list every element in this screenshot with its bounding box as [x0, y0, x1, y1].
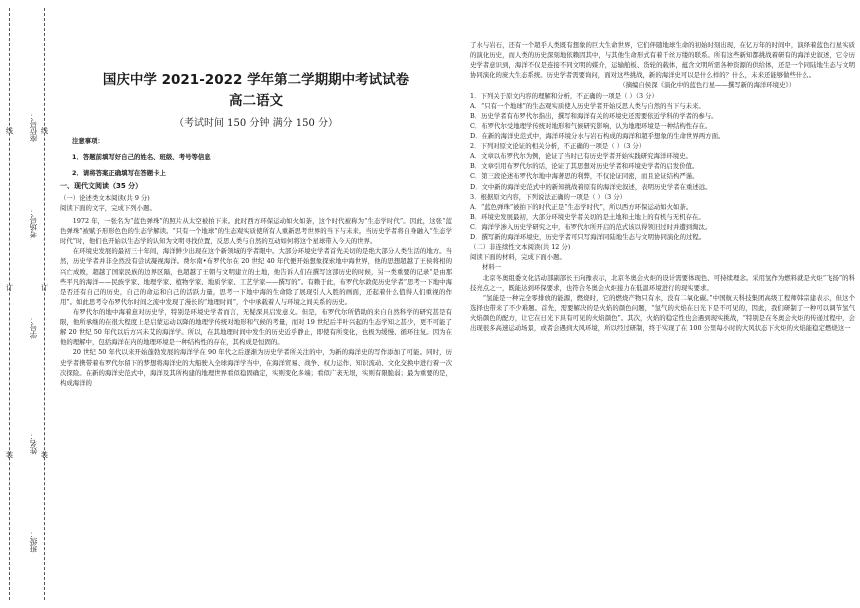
inner-mark-ding: 订	[41, 284, 48, 292]
section1-sub: （一）论述类文本阅读(共 9 分)	[60, 194, 150, 202]
note-item: 2．请将答案正确填写在答题卡上	[72, 169, 166, 177]
question-3	[470, 192, 855, 243]
exam-title: 国庆中学 2021-2022 学年第二学期期中考试试卷	[102, 72, 410, 88]
passage-paragraph: 1972 年，一张名为“蓝色弹珠”的照片从太空被拍下来。此时西方环保运动如火如荼，这个时代被称为“生态学时代”。因此，这张“蓝色弹珠”被赋予形形色色的生态学解读。“只有一个地球”的生态观实质使所有人重新思考世界的当下与未来。当历史学者将自身融入“生态学时代”时，他们也开始以生态学的认知为文明寻找位置，反思人类与自然的互动如何将这个星球带入今天的世界。	[60, 217, 452, 246]
option-d: D．在新的海洋史范式中，海洋环境分水与岩石构成的海洋和超乎想象的生命世界两方面。	[470, 131, 725, 140]
binding-margin	[0, 0, 52, 608]
section2-instruction: 阅读下面的材料，完成下面小题。	[470, 253, 566, 262]
notes-heading: 注意事项：	[72, 137, 104, 145]
material-paragraph: “氢能是一种完全零排放的能源，燃烧时，它的燃烧产物只有水，没有二氧化碳。”中国航天科技集团高级工程师韩宗建表示，但这个选择也带来了不少难题。首先，需要解决的是火焰的颜色问题，“氢气的火焰在日光下是不可见的，因此，我们研制了一种可以调节氢气火焰颜色的配方，让它在日光下具有可见的火焰颜色”。其次，火焰的稳定性也会遇到现实挑战，“特别是在冬奥会火炬的传递过程中，会出现很多高速运动场景，或者会遇到大风环境，所以经过研制，终于实现了在 100 公里每小时的大风状态下火炬的火焰能稳定燃烧这一	[470, 293, 855, 333]
option-d: D．文中新的海洋史范式中的新知挑战着原有的海洋史叙述，表明历史学者在重述远。	[470, 182, 712, 191]
option-b: B．环境史发展最初，大部分环境史学者关切的是土地和土地上的有机与无机存在。	[470, 212, 705, 221]
section1-instruction: 阅读下面的文字，完成下列小题。	[60, 204, 156, 212]
question-1	[470, 91, 855, 142]
inner-cut-line	[44, 8, 45, 600]
option-a: A．“蓝色弹珠”被拍下的时代正是“生态学时代”，所以西方环保运动如火如荼。	[470, 202, 693, 211]
option-c: C．海洋学渗入历史学研究之中，布罗代尔所开启的范式该以得领旧过时并遭到淘汰。	[470, 222, 712, 231]
passage-paragraph: 布罗代尔的地中海着意对历史学，特别是环境史学者而言，无疑深具启发意义。但是，布罗代尔所借助的来自自然科学的研究甚是有限，他所承继的在很大程度上是启蒙运动以降的地理学传统对地形和气候的考量，而对 19 世纪后半叶兴起的生态学知之甚少，更不可能了解 20 世纪 50 年代以后方兴未艾的海洋学。所以，在其地理时间中发生的历史近乎静止，即使有所变化，也极为缓慢、循环往复。因为在他的理解中，包括海洋在内的地理环境是一种结构性的存在，其构成是恒固的。	[60, 307, 452, 347]
exam-info: （考试时间 150 分钟 满分 150 分）	[173, 118, 339, 129]
inner-mark-xian: 线	[41, 127, 48, 135]
passage-continuation: 了水与岩石，还有一个超乎人类既有想象的巨大生命世界，它们伴随地球生命的初始时刻出现，在亿万年的时间中，演绎着蓝色行星实质的演化历史，而人类的历史深刻地依赖因其中，与其他生命形式有着千丝万缕的联系。所有这些新知都挑战着研有的海洋史叙述，它令历史学者意识到，海洋不仅是连接不同文明的媒介，运输舶板、货轮的载体，蕴含文明所需各种资源的供给体，还是一个同陆地生态与文明协同演化的庞大生态系统。历史学者需要询问，面对这些挑战，新的海洋史可以是什么样的？什么，未来还能够做些什么。	[470, 41, 855, 80]
inner-mark-zhuang: 装	[41, 451, 48, 459]
right-column	[470, 40, 855, 333]
option-b: B．文章引用布罗代尔的话，论证了其思想对历史学者和环境史学者的启发价值。	[470, 162, 699, 171]
option-d: D．撰写新的海洋环境史，历史学者可只写海洋同陆地生态与文明协同演化的过程。	[470, 233, 706, 242]
material-label: 材料一	[482, 263, 502, 272]
question-stem: 2．下列对原文论证的相关分析，不正确的一项是（ ）（3 分）	[470, 142, 646, 151]
material-paragraph: 北京冬奥组委文化活动部副部长王向豫表示，北京冬奥会火炬的设计需要体现色、可持续理念。采用氢作为燃料就是火炬“飞扬”的科技亮点之一，既能达到环保要求，也符合冬奥会火炬接力在低温环境进行的现实要求。	[470, 273, 855, 292]
section1-heading: 一、现代文阅读（35 分）	[60, 182, 143, 190]
exam-room-field[interactable]: 考场号：	[29, 208, 38, 238]
option-a: A．“只有一个地球”的生态观实质使人历史学者开始反思人类与自然的当下与未来。	[470, 101, 705, 110]
exam-subject: 高二语文	[229, 93, 283, 109]
passage	[60, 216, 452, 388]
cut-mark-ding: 订	[6, 284, 13, 292]
option-c: C．第三段论述布罗代尔地中海著思的利弊，不仅论证同密，而且论证结构严谨。	[470, 172, 699, 181]
question-stem: 3．根据原文内容，下列说法正确的一项是（ ）（3 分）	[470, 192, 626, 201]
option-a: A．文章以布罗代尔为例，论证了当时已有历史学者开始实践研究海洋环境史。	[470, 152, 692, 161]
outer-cut-line	[9, 8, 10, 600]
option-b: B．历史学者有布罗代尔指出，撰写和海洋有关的环境史还需要依近学科的学者的参与。	[470, 111, 718, 120]
question-stem: 1．下列关于原文内容的理解和分析，不正确的一项是（ ）（3 分）	[470, 91, 658, 100]
student-id-field[interactable]: 学号：	[29, 316, 38, 339]
citation: （摘编自侯深《演化中的蓝色行星——撰写新的海洋环境史》）	[619, 81, 795, 90]
name-field[interactable]: 姓名：	[29, 432, 38, 455]
question-2	[470, 141, 855, 192]
passage-paragraph: 在环境史发展的最初三十年间，海洋鲜少出现在这个新领域的学者眼中。大部分环境史学者首先关切的是绝大部分人类生活的地方。当然，历史学者并非全然没有尝试凝视海洋。费尔南•布罗代尔在 20 世纪 40 年代便开始想象探索地中海世界，他的思想超越了王侯将相的兴亡成败，超越了国家民族的边界区隔，也超越了王朝与文明建立的土地，他告诉人们在撰写这部历史的时候，另一类重要的记录“是由那些平凡的海洋——民族学家、地理学家、植物学家、地质学家、工艺学家——撰写的”。有赖于此，布罗代尔敦促历史学者“思考一下地中海是否还有自己的历史，自己的命运和自己的活跃力量，思考一下地中海的生命除了展现引人入胜的画面，还起着什么值得人们重视的作用”。如此思考令布罗代尔时间之流中发现了漫长的“地理时间”，个中承载着人与环境之间关系的历史。	[60, 247, 452, 306]
class-field[interactable]: 班级：	[29, 530, 38, 553]
passage-paragraph: 20 世纪 50 年代以来开始蓬勃发展的海洋学在 90 年代之后逐渐为历史学者所关注的中，为新的海洋史的写作添加了可能。同时，历史学者携带着布罗代尔留下的梦想将海洋史的大船驶入全球海洋学当中，在海洋贸易、战争、权力运作、知识流动、文化交换中进行着一次次探险。在新的海洋史范式中，海洋及其所构建的地理世界看似稳固确定，实则变化多端；看似广袤无垠，实则有限脆弱；最为重要的是，构成海洋的	[60, 348, 452, 387]
seat-number-field[interactable]: 座位号：	[29, 112, 38, 142]
option-c: C．布罗代尔受地理学传统对地形和气候研究影响，认为地理环境是一种结构性存在。	[470, 121, 712, 130]
cut-mark-zhuang: 装	[6, 451, 13, 459]
note-item: 1．答题前填写好自己的姓名、班级、考号等信息	[72, 153, 211, 161]
cut-mark-xian: 线	[6, 127, 13, 135]
section2-heading: （二）非连续性文本阅读(共 12 分)	[470, 243, 571, 252]
